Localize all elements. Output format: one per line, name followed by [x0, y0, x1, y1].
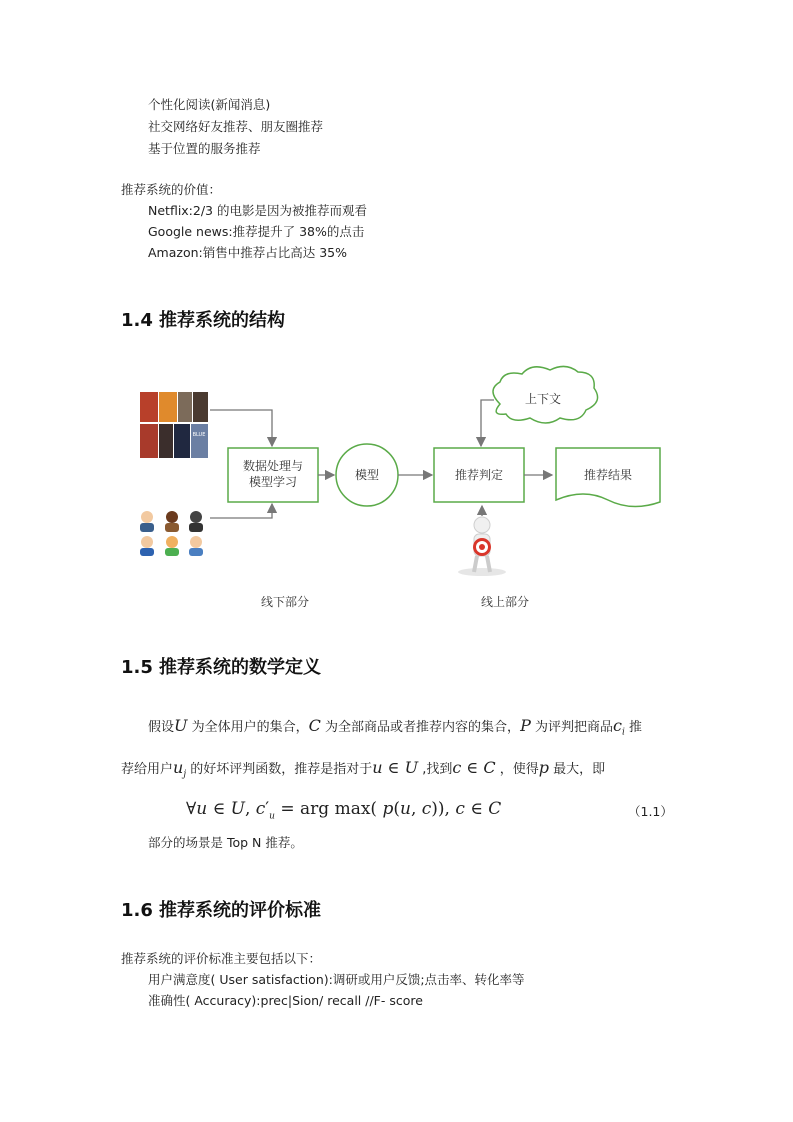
section-title: 推荐系统的数学定义 — [159, 657, 321, 678]
text: ，使得 — [499, 762, 539, 777]
section-number: 1.5 — [121, 657, 153, 678]
text: 为全部商品或者推荐内容的集合， — [325, 720, 521, 735]
text: 为评判把商品 — [534, 720, 613, 735]
eval-intro: 推荐系统的评价标准主要包括以下： — [121, 951, 322, 966]
math-subscript: j — [183, 769, 187, 780]
value-item: Netflix:2/3 的电影是因为被推荐而观看 — [148, 203, 367, 218]
text: 最大，即 — [553, 762, 606, 777]
eval-item: 准确性( Accuracy):prec|Sion/ recall //F- score — [148, 993, 423, 1008]
user-avatars-image — [140, 511, 203, 556]
topn-sentence: 部分的场景是 Top N 推荐。 — [148, 835, 303, 850]
math-expr: u ∈ U — [372, 758, 419, 777]
online-label: 线上部分 — [480, 595, 530, 609]
section-heading-1-5 — [121, 657, 321, 679]
equation-1-1: ∀u ∈ U, $c'_u$ = arg max( p(u, c)), c ∈ C — [186, 799, 502, 822]
svg-text:BLUE: BLUE — [192, 432, 206, 438]
text: 为全体用户的集合， — [191, 720, 309, 735]
structure-diagram — [0, 360, 793, 640]
section-heading-1-6 — [121, 900, 321, 922]
offline-label: 线下部分 — [260, 595, 310, 609]
text: 荐给用户 — [121, 762, 174, 777]
target-figure-image — [458, 517, 506, 576]
text: 的好坏评判函数，推荐是指对于 — [190, 762, 373, 777]
math-symbol: u — [173, 758, 184, 777]
math-expr: c ∈ C — [452, 758, 496, 777]
section-number: 1.4 — [121, 310, 153, 331]
scenario-item: 基于位置的服务推荐 — [148, 141, 261, 156]
section-number: 1.6 — [121, 900, 153, 921]
judge-label: 推荐判定 — [454, 468, 504, 482]
section-heading-1-4 — [121, 310, 285, 332]
equation-number: （1.1） — [628, 804, 673, 819]
section-title: 推荐系统的评价标准 — [159, 900, 321, 921]
value-item: Google news:推荐提升了 38%的点击 — [148, 224, 365, 239]
math-paragraph-line-1 — [148, 716, 642, 738]
data-processing-label: 数据处理与 — [242, 459, 304, 473]
text: ,找到 — [422, 762, 453, 777]
math-symbol: C — [308, 716, 321, 735]
movie-posters-image — [140, 392, 208, 458]
scenario-item: 社交网络好友推荐、朋友圈推荐 — [148, 119, 324, 134]
math-subscript: i — [621, 727, 625, 738]
math-paragraph-line-2 — [121, 758, 605, 780]
math-symbol: P — [520, 716, 531, 735]
scenario-item: 个性化阅读(新闻消息) — [148, 97, 271, 112]
data-processing-label-2: 模型学习 — [248, 475, 298, 489]
section-title: 推荐系统的结构 — [159, 310, 285, 331]
result-label: 推荐结果 — [583, 468, 633, 482]
text: 假设 — [148, 720, 175, 735]
model-label: 模型 — [354, 468, 380, 482]
math-symbol: U — [174, 716, 188, 735]
value-title: 推荐系统的价值： — [121, 182, 222, 197]
eval-item: 用户满意度( User satisfaction):调研或用户反馈;点击率、转化率等 — [148, 972, 525, 987]
text: 推 — [628, 720, 642, 735]
math-symbol: p — [538, 758, 549, 777]
value-item: Amazon:销售中推荐占比高达 35% — [148, 245, 347, 260]
context-label: 上下文 — [524, 392, 562, 406]
math-symbol: c — [612, 716, 622, 735]
